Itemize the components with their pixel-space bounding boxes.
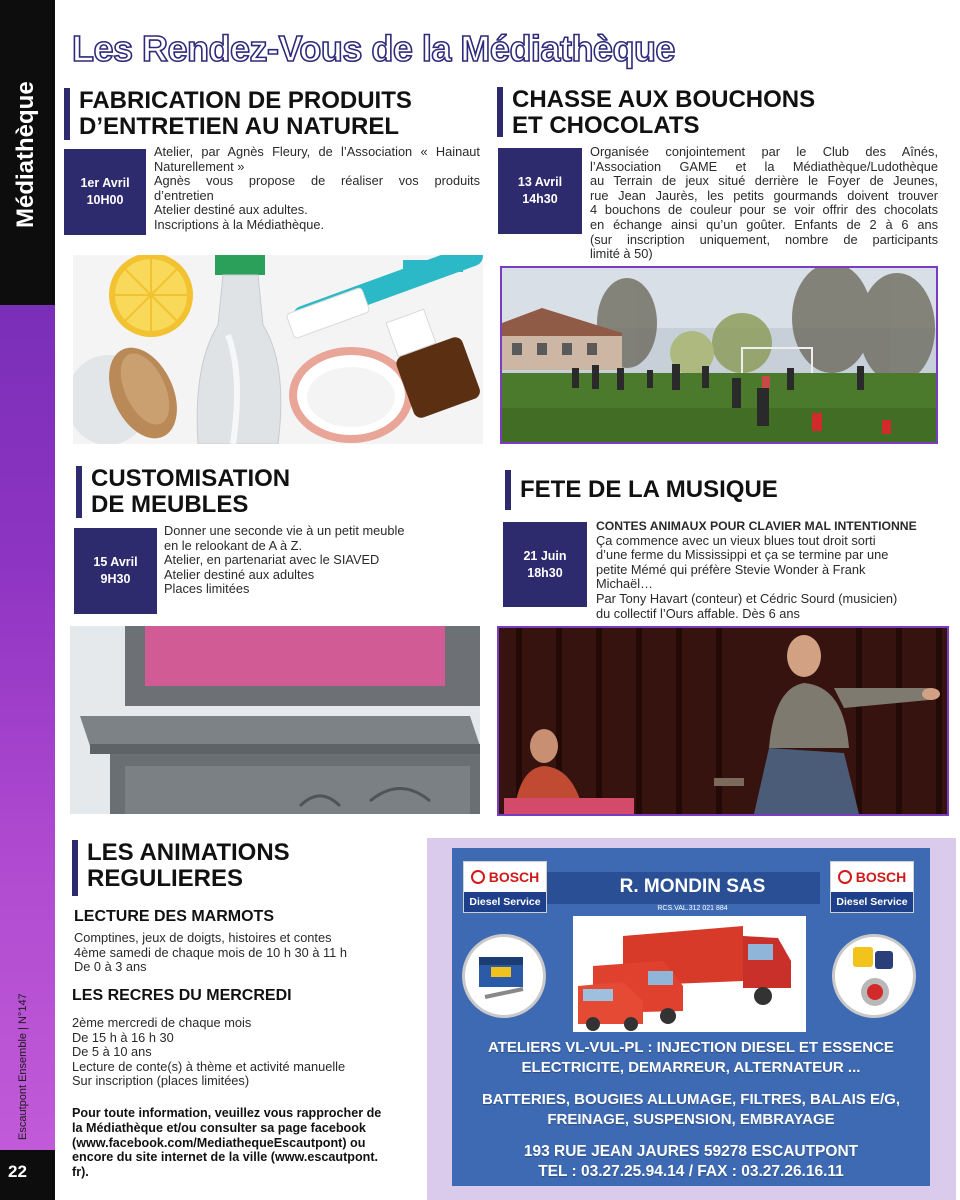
recres-description: [72, 1016, 412, 1089]
text-line: Inscriptions à la Médiathèque.: [154, 216, 325, 232]
bosch-logo-right: [830, 861, 914, 913]
musique-date-box: [503, 522, 587, 607]
chasse-date: 13 Avril: [517, 175, 563, 190]
musique-description: [596, 519, 941, 621]
bosch-logo-left: [463, 861, 547, 913]
bosch-ring-icon: [838, 870, 852, 884]
customisation-date-box: [74, 528, 157, 614]
trucks-image: [573, 916, 806, 1032]
fabrication-date-box: [64, 149, 146, 235]
animations-heading: [72, 840, 290, 896]
company-name: R. MONDIN SAS: [619, 876, 766, 897]
bosch-ring-icon: [471, 870, 485, 884]
customisation-description: [164, 524, 474, 597]
ad-contact: [452, 1142, 930, 1182]
text-line: Naturellement »: [154, 158, 245, 174]
magazine-label: Escautpont Ensemble | N°147: [17, 993, 29, 1140]
text-line: en le relookant de A à Z.: [164, 537, 303, 553]
text-line: encore du site internet de la ville (www.escautpont.: [72, 1150, 379, 1165]
text-line: d’entretien: [154, 187, 214, 203]
text-line: rue Jean Jaurès, les petits gourmands doivent trouver: [590, 187, 938, 203]
text-line: Sur inscription (places limitées): [72, 1073, 250, 1089]
fabrication-description: [154, 145, 480, 233]
text-line: Atelier destiné aux adultes: [164, 566, 315, 582]
text-line: (sur inscription uniquement, nombre de participants: [590, 231, 938, 247]
furniture-photo: [70, 626, 480, 814]
text-line: Lecture de conte(s) à thème et activité manuelle: [72, 1058, 346, 1074]
bosch-brand: BOSCH: [488, 869, 540, 885]
text-line: Organisée conjointement par le Club des Aînés,: [590, 144, 938, 159]
ad-products-line2: FREINAGE, SUSPENSION, EMBRAYAGE: [547, 1111, 835, 1128]
text-line: petite Mémé qui préfère Stevie Wonder à Frank: [596, 561, 866, 577]
fabrication-title-line2: D’ENTRETIEN AU NATUREL: [79, 113, 399, 141]
marmots-description: [74, 931, 414, 975]
concert-photo: [497, 626, 949, 816]
text-line: Agnès vous propose de réaliser vos produits: [154, 173, 480, 189]
chasse-title-line1: CHASSE AUX BOUCHONS: [512, 86, 816, 113]
text-line: Ça commence avec un vieux blues tout droit sorti: [596, 532, 876, 548]
text-line: Atelier, en partenariat avec le SIAVED: [164, 552, 380, 568]
chasse-heading: [497, 86, 816, 140]
text-line: Michaël…: [596, 576, 653, 592]
battery-icon: [462, 934, 546, 1018]
musique-heading: [505, 470, 778, 510]
fabrication-heading: [64, 88, 412, 140]
contact-info: [72, 1106, 412, 1180]
customisation-time: 9H30: [100, 572, 131, 586]
text-line: Comptines, jeux de doigts, histoires et contes: [74, 930, 332, 945]
fabrication-title-line1: FABRICATION DE PRODUITS: [79, 87, 412, 114]
ad-phone: TEL : 03.27.25.94.14 / FAX : 03.27.26.16.11: [538, 1163, 844, 1180]
text-line: au Terrain de jeux situé derrière le Foyer de Jeunes,: [590, 173, 938, 189]
text-line: la Médiathèque et/ou consulter sa page facebook: [72, 1120, 366, 1135]
ad-services: [452, 1038, 930, 1078]
company-rcs: RCS.VAL.312 021 884: [657, 905, 728, 912]
ad-address: 193 RUE JEAN JAURES 59278 ESCAUTPONT: [523, 1143, 859, 1160]
text-line: 4ème samedi de chaque mois de 10 h 30 à 11 h: [74, 944, 347, 960]
chasse-title-line2: ET CHOCOLATS: [512, 112, 700, 140]
section-label: Médiathèque: [12, 81, 39, 228]
ad-products: [452, 1090, 930, 1130]
text-line: d’une ferme du Mississippi et ça se termine par une: [596, 547, 889, 563]
text-line: limité à 50): [590, 246, 653, 262]
bosch-sub: Diesel Service: [464, 892, 546, 912]
chasse-date-box: [498, 148, 582, 234]
sidebar: [0, 0, 55, 1200]
text-line: fr).: [72, 1165, 89, 1180]
musique-date: 21 Juin: [523, 548, 567, 563]
text-line: 4 bouchons de couleur pour se voir offrir des chocolats: [590, 202, 938, 218]
text-line: en échange ainsi qu’un goûter. Enfants de 2 à 6 ans: [590, 216, 938, 232]
text-line: (www.facebook.com/MediathequeEscautpont) ou: [72, 1135, 366, 1150]
page-title: Les Rendez-Vous de la Médiathèque: [72, 28, 675, 69]
text-line: l’Association GAME et la Médiathèque/Ludothèque: [590, 158, 938, 174]
text-line: De 0 à 3 ans: [74, 959, 147, 975]
customisation-heading: [76, 466, 290, 518]
ad-services-line2: ELECTRICITE, DEMARREUR, ALTERNATEUR ...: [521, 1059, 861, 1076]
bosch-brand: BOSCH: [855, 869, 907, 885]
text-line: Atelier, par Agnès Fleury, de l’Association « Hainaut: [154, 144, 480, 159]
filters-icon: [832, 934, 916, 1018]
text-line: Atelier destiné aux adultes.: [154, 202, 308, 218]
text-line: De 5 à 10 ans: [72, 1044, 152, 1060]
text-line: De 15 h à 16 h 30: [72, 1029, 174, 1045]
bosch-sub: Diesel Service: [831, 892, 913, 912]
chasse-description: [590, 145, 938, 262]
text-line: du collectif l’Ours affable. Dès 6 ans: [596, 605, 800, 621]
text-line: Par Tony Havart (conteur) et Cédric Sourd (musicien): [596, 590, 898, 606]
animations-title-line1: LES ANIMATIONS: [87, 839, 290, 866]
recres-title: LES RECRES DU MERCREDI: [72, 987, 292, 1004]
customisation-date: 15 Avril: [93, 555, 138, 570]
text-line: 2ème mercredi de chaque mois: [72, 1015, 252, 1030]
text-line: Pour toute information, veuillez vous rapprocher de: [72, 1106, 382, 1120]
musique-time: 18h30: [527, 565, 563, 580]
ad-services-line1: ATELIERS VL-VUL-PL : INJECTION DIESEL ET ESSENCE: [488, 1039, 894, 1056]
musique-title: FETE DE LA MUSIQUE: [520, 476, 778, 503]
customisation-title-line1: CUSTOMISATION: [91, 465, 291, 492]
text-line: Places limitées: [164, 581, 250, 597]
chasse-time: 14h30: [522, 192, 558, 206]
ad-products-line1: BATTERIES, BOUGIES ALLUMAGE, FILTRES, BALAIS E/G,: [481, 1091, 901, 1108]
cleaning-products-photo: [73, 255, 483, 444]
fabrication-time: 10H00: [86, 193, 124, 207]
text-line: Donner une seconde vie à un petit meuble: [164, 523, 405, 538]
egg-hunt-photo: [500, 266, 938, 444]
marmots-title: LECTURE DES MARMOTS: [74, 908, 274, 925]
page-number: 22: [8, 1162, 27, 1181]
animations-title-line2: REGULIERES: [87, 865, 244, 893]
musique-subtitle: CONTES ANIMAUX POUR CLAVIER MAL INTENTIONNE: [596, 519, 917, 533]
fabrication-date: 1er Avril: [80, 176, 130, 191]
customisation-title-line2: DE MEUBLES: [91, 491, 249, 519]
